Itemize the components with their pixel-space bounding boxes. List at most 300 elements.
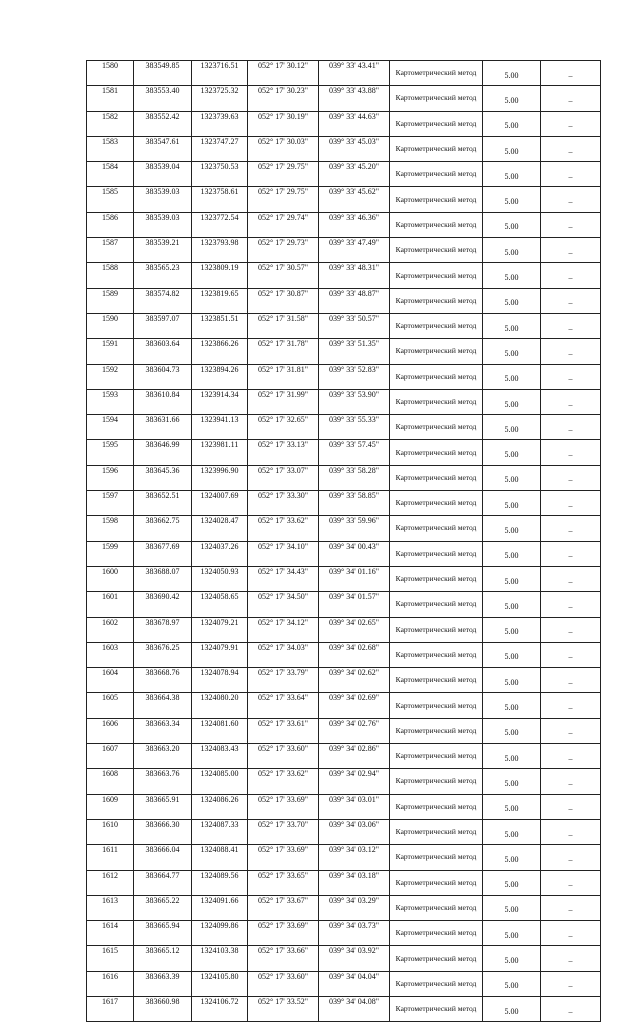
- point-number-cell: 1601: [87, 592, 134, 617]
- point-number-cell: 1583: [87, 136, 134, 161]
- longitude-cell: 039° 34' 03.92": [319, 946, 390, 971]
- y-coordinate-cell: 1324080.20: [192, 693, 248, 718]
- point-number-cell: 1607: [87, 744, 134, 769]
- accuracy-cell: 5.00: [483, 364, 541, 389]
- longitude-cell: 039° 33' 55.33": [319, 415, 390, 440]
- note-cell: –: [541, 491, 601, 516]
- accuracy-cell: 5.00: [483, 440, 541, 465]
- point-number-cell: 1580: [87, 61, 134, 86]
- method-cell: Картометрический метод: [390, 617, 483, 642]
- method-cell: Картометрический метод: [390, 440, 483, 465]
- point-number-cell: 1600: [87, 566, 134, 591]
- x-coordinate-cell: 383663.34: [134, 718, 192, 743]
- accuracy-cell: 5.00: [483, 415, 541, 440]
- longitude-cell: 039° 33' 48.87": [319, 288, 390, 313]
- method-cell: Картометрический метод: [390, 996, 483, 1021]
- point-number-cell: 1615: [87, 946, 134, 971]
- x-coordinate-cell: 383666.30: [134, 819, 192, 844]
- latitude-cell: 052° 17' 31.81": [248, 364, 319, 389]
- table-row: [87, 642, 601, 667]
- accuracy-cell: 5.00: [483, 516, 541, 541]
- table-row: [87, 592, 601, 617]
- x-coordinate-cell: 383665.12: [134, 946, 192, 971]
- table-row: [87, 819, 601, 844]
- y-coordinate-cell: 1324028.47: [192, 516, 248, 541]
- latitude-cell: 052° 17' 33.07": [248, 465, 319, 490]
- point-number-cell: 1609: [87, 794, 134, 819]
- table-row: [87, 617, 601, 642]
- note-cell: –: [541, 465, 601, 490]
- method-cell: Картометрический метод: [390, 921, 483, 946]
- note-cell: –: [541, 718, 601, 743]
- latitude-cell: 052° 17' 30.12": [248, 61, 319, 86]
- method-cell: Картометрический метод: [390, 668, 483, 693]
- x-coordinate-cell: 383603.64: [134, 339, 192, 364]
- y-coordinate-cell: 1323793.98: [192, 238, 248, 263]
- method-cell: Картометрический метод: [390, 541, 483, 566]
- point-number-cell: 1610: [87, 819, 134, 844]
- latitude-cell: 052° 17' 30.19": [248, 111, 319, 136]
- table-row: [87, 263, 601, 288]
- x-coordinate-cell: 383539.04: [134, 162, 192, 187]
- note-cell: –: [541, 668, 601, 693]
- note-cell: –: [541, 794, 601, 819]
- longitude-cell: 039° 33' 48.31": [319, 263, 390, 288]
- coordinates-table: [86, 60, 601, 1022]
- point-number-cell: 1614: [87, 921, 134, 946]
- x-coordinate-cell: 383665.91: [134, 794, 192, 819]
- x-coordinate-cell: 383665.22: [134, 895, 192, 920]
- table-row: [87, 769, 601, 794]
- note-cell: –: [541, 541, 601, 566]
- table-row: [87, 668, 601, 693]
- y-coordinate-cell: 1324079.21: [192, 617, 248, 642]
- latitude-cell: 052° 17' 31.58": [248, 313, 319, 338]
- note-cell: –: [541, 693, 601, 718]
- longitude-cell: 039° 33' 47.49": [319, 238, 390, 263]
- point-number-cell: 1593: [87, 389, 134, 414]
- note-cell: –: [541, 187, 601, 212]
- latitude-cell: 052° 17' 30.57": [248, 263, 319, 288]
- accuracy-cell: 5.00: [483, 187, 541, 212]
- latitude-cell: 052° 17' 30.87": [248, 288, 319, 313]
- table-row: [87, 415, 601, 440]
- method-cell: Картометрический метод: [390, 212, 483, 237]
- point-number-cell: 1588: [87, 263, 134, 288]
- method-cell: Картометрический метод: [390, 516, 483, 541]
- note-cell: –: [541, 288, 601, 313]
- y-coordinate-cell: 1324099.86: [192, 921, 248, 946]
- longitude-cell: 039° 33' 43.41": [319, 61, 390, 86]
- longitude-cell: 039° 34' 01.16": [319, 566, 390, 591]
- y-coordinate-cell: 1323739.63: [192, 111, 248, 136]
- method-cell: Картометрический метод: [390, 263, 483, 288]
- point-number-cell: 1613: [87, 895, 134, 920]
- table-row: [87, 516, 601, 541]
- longitude-cell: 039° 34' 03.29": [319, 895, 390, 920]
- note-cell: –: [541, 996, 601, 1021]
- table-row: [87, 996, 601, 1021]
- note-cell: –: [541, 895, 601, 920]
- y-coordinate-cell: 1323851.51: [192, 313, 248, 338]
- method-cell: Картометрический метод: [390, 288, 483, 313]
- y-coordinate-cell: 1324058.65: [192, 592, 248, 617]
- note-cell: –: [541, 313, 601, 338]
- longitude-cell: 039° 34' 04.04": [319, 971, 390, 996]
- table-row: [87, 364, 601, 389]
- note-cell: –: [541, 819, 601, 844]
- longitude-cell: 039° 33' 45.03": [319, 136, 390, 161]
- longitude-cell: 039° 33' 53.90": [319, 389, 390, 414]
- x-coordinate-cell: 383552.42: [134, 111, 192, 136]
- x-coordinate-cell: 383688.07: [134, 566, 192, 591]
- method-cell: Картометрический метод: [390, 870, 483, 895]
- point-number-cell: 1594: [87, 415, 134, 440]
- y-coordinate-cell: 1324078.94: [192, 668, 248, 693]
- accuracy-cell: 5.00: [483, 61, 541, 86]
- x-coordinate-cell: 383553.40: [134, 86, 192, 111]
- note-cell: –: [541, 642, 601, 667]
- method-cell: Картометрический метод: [390, 86, 483, 111]
- note-cell: –: [541, 111, 601, 136]
- note-cell: –: [541, 61, 601, 86]
- longitude-cell: 039° 33' 59.96": [319, 516, 390, 541]
- method-cell: Картометрический метод: [390, 491, 483, 516]
- y-coordinate-cell: 1324081.60: [192, 718, 248, 743]
- point-number-cell: 1604: [87, 668, 134, 693]
- point-number-cell: 1590: [87, 313, 134, 338]
- longitude-cell: 039° 33' 58.28": [319, 465, 390, 490]
- note-cell: –: [541, 566, 601, 591]
- method-cell: Картометрический метод: [390, 845, 483, 870]
- longitude-cell: 039° 34' 01.57": [319, 592, 390, 617]
- table-row: [87, 288, 601, 313]
- method-cell: Картометрический метод: [390, 566, 483, 591]
- latitude-cell: 052° 17' 32.65": [248, 415, 319, 440]
- x-coordinate-cell: 383678.97: [134, 617, 192, 642]
- point-number-cell: 1589: [87, 288, 134, 313]
- table-row: [87, 61, 601, 86]
- latitude-cell: 052° 17' 33.60": [248, 971, 319, 996]
- latitude-cell: 052° 17' 34.12": [248, 617, 319, 642]
- y-coordinate-cell: 1323996.90: [192, 465, 248, 490]
- accuracy-cell: 5.00: [483, 111, 541, 136]
- x-coordinate-cell: 383660.98: [134, 996, 192, 1021]
- x-coordinate-cell: 383539.21: [134, 238, 192, 263]
- x-coordinate-cell: 383597.07: [134, 313, 192, 338]
- longitude-cell: 039° 34' 02.62": [319, 668, 390, 693]
- accuracy-cell: 5.00: [483, 946, 541, 971]
- x-coordinate-cell: 383665.94: [134, 921, 192, 946]
- longitude-cell: 039° 34' 02.86": [319, 744, 390, 769]
- point-number-cell: 1581: [87, 86, 134, 111]
- note-cell: –: [541, 769, 601, 794]
- point-number-cell: 1611: [87, 845, 134, 870]
- longitude-cell: 039° 33' 52.83": [319, 364, 390, 389]
- point-number-cell: 1606: [87, 718, 134, 743]
- method-cell: Картометрический метод: [390, 718, 483, 743]
- x-coordinate-cell: 383690.42: [134, 592, 192, 617]
- x-coordinate-cell: 383610.84: [134, 389, 192, 414]
- latitude-cell: 052° 17' 33.62": [248, 516, 319, 541]
- point-number-cell: 1582: [87, 111, 134, 136]
- accuracy-cell: 5.00: [483, 996, 541, 1021]
- method-cell: Картометрический метод: [390, 895, 483, 920]
- note-cell: –: [541, 440, 601, 465]
- y-coordinate-cell: 1323819.65: [192, 288, 248, 313]
- point-number-cell: 1616: [87, 971, 134, 996]
- longitude-cell: 039° 33' 58.85": [319, 491, 390, 516]
- longitude-cell: 039° 34' 02.76": [319, 718, 390, 743]
- y-coordinate-cell: 1323725.32: [192, 86, 248, 111]
- x-coordinate-cell: 383549.85: [134, 61, 192, 86]
- point-number-cell: 1597: [87, 491, 134, 516]
- point-number-cell: 1596: [87, 465, 134, 490]
- y-coordinate-cell: 1324083.43: [192, 744, 248, 769]
- accuracy-cell: 5.00: [483, 668, 541, 693]
- longitude-cell: 039° 34' 03.06": [319, 819, 390, 844]
- y-coordinate-cell: 1323914.34: [192, 389, 248, 414]
- table-row: [87, 895, 601, 920]
- latitude-cell: 052° 17' 29.74": [248, 212, 319, 237]
- y-coordinate-cell: 1324105.80: [192, 971, 248, 996]
- method-cell: Картометрический метод: [390, 61, 483, 86]
- point-number-cell: 1587: [87, 238, 134, 263]
- y-coordinate-cell: 1323809.19: [192, 263, 248, 288]
- y-coordinate-cell: 1324079.91: [192, 642, 248, 667]
- longitude-cell: 039° 33' 51.35": [319, 339, 390, 364]
- table-row: [87, 946, 601, 971]
- table-row: [87, 313, 601, 338]
- point-number-cell: 1602: [87, 617, 134, 642]
- note-cell: –: [541, 136, 601, 161]
- accuracy-cell: 5.00: [483, 769, 541, 794]
- note-cell: –: [541, 870, 601, 895]
- method-cell: Картометрический метод: [390, 389, 483, 414]
- table-row: [87, 162, 601, 187]
- point-number-cell: 1586: [87, 212, 134, 237]
- table-row: [87, 339, 601, 364]
- x-coordinate-cell: 383547.61: [134, 136, 192, 161]
- x-coordinate-cell: 383664.77: [134, 870, 192, 895]
- accuracy-cell: 5.00: [483, 566, 541, 591]
- x-coordinate-cell: 383539.03: [134, 212, 192, 237]
- accuracy-cell: 5.00: [483, 744, 541, 769]
- method-cell: Картометрический метод: [390, 592, 483, 617]
- y-coordinate-cell: 1324086.26: [192, 794, 248, 819]
- accuracy-cell: 5.00: [483, 541, 541, 566]
- longitude-cell: 039° 33' 50.57": [319, 313, 390, 338]
- accuracy-cell: 5.00: [483, 693, 541, 718]
- y-coordinate-cell: 1324091.66: [192, 895, 248, 920]
- longitude-cell: 039° 33' 45.62": [319, 187, 390, 212]
- accuracy-cell: 5.00: [483, 86, 541, 111]
- x-coordinate-cell: 383652.51: [134, 491, 192, 516]
- accuracy-cell: 5.00: [483, 617, 541, 642]
- method-cell: Картометрический метод: [390, 238, 483, 263]
- accuracy-cell: 5.00: [483, 794, 541, 819]
- table-row: [87, 187, 601, 212]
- latitude-cell: 052° 17' 33.52": [248, 996, 319, 1021]
- latitude-cell: 052° 17' 33.79": [248, 668, 319, 693]
- method-cell: Картометрический метод: [390, 794, 483, 819]
- note-cell: –: [541, 845, 601, 870]
- table-row: [87, 718, 601, 743]
- accuracy-cell: 5.00: [483, 642, 541, 667]
- longitude-cell: 039° 34' 02.69": [319, 693, 390, 718]
- accuracy-cell: 5.00: [483, 845, 541, 870]
- accuracy-cell: 5.00: [483, 971, 541, 996]
- longitude-cell: 039° 33' 45.20": [319, 162, 390, 187]
- table-row: [87, 86, 601, 111]
- method-cell: Картометрический метод: [390, 769, 483, 794]
- note-cell: –: [541, 516, 601, 541]
- table-row: [87, 440, 601, 465]
- table-row: [87, 238, 601, 263]
- longitude-cell: 039° 34' 00.43": [319, 541, 390, 566]
- latitude-cell: 052° 17' 29.75": [248, 162, 319, 187]
- accuracy-cell: 5.00: [483, 162, 541, 187]
- table-row: [87, 693, 601, 718]
- table-row: [87, 111, 601, 136]
- table-row: [87, 541, 601, 566]
- latitude-cell: 052° 17' 33.61": [248, 718, 319, 743]
- y-coordinate-cell: 1323866.26: [192, 339, 248, 364]
- x-coordinate-cell: 383677.69: [134, 541, 192, 566]
- latitude-cell: 052° 17' 29.75": [248, 187, 319, 212]
- point-number-cell: 1599: [87, 541, 134, 566]
- point-number-cell: 1585: [87, 187, 134, 212]
- latitude-cell: 052° 17' 30.23": [248, 86, 319, 111]
- accuracy-cell: 5.00: [483, 313, 541, 338]
- method-cell: Картометрический метод: [390, 187, 483, 212]
- point-number-cell: 1608: [87, 769, 134, 794]
- table-row: [87, 212, 601, 237]
- note-cell: –: [541, 415, 601, 440]
- x-coordinate-cell: 383539.03: [134, 187, 192, 212]
- method-cell: Картометрический метод: [390, 162, 483, 187]
- latitude-cell: 052° 17' 33.64": [248, 693, 319, 718]
- accuracy-cell: 5.00: [483, 263, 541, 288]
- note-cell: –: [541, 592, 601, 617]
- latitude-cell: 052° 17' 33.30": [248, 491, 319, 516]
- x-coordinate-cell: 383646.99: [134, 440, 192, 465]
- table-row: [87, 794, 601, 819]
- latitude-cell: 052° 17' 34.03": [248, 642, 319, 667]
- accuracy-cell: 5.00: [483, 491, 541, 516]
- x-coordinate-cell: 383631.66: [134, 415, 192, 440]
- method-cell: Картометрический метод: [390, 465, 483, 490]
- longitude-cell: 039° 34' 03.01": [319, 794, 390, 819]
- accuracy-cell: 5.00: [483, 819, 541, 844]
- point-number-cell: 1603: [87, 642, 134, 667]
- x-coordinate-cell: 383663.39: [134, 971, 192, 996]
- latitude-cell: 052° 17' 34.50": [248, 592, 319, 617]
- x-coordinate-cell: 383565.23: [134, 263, 192, 288]
- note-cell: –: [541, 162, 601, 187]
- longitude-cell: 039° 33' 43.88": [319, 86, 390, 111]
- x-coordinate-cell: 383663.20: [134, 744, 192, 769]
- method-cell: Картометрический метод: [390, 744, 483, 769]
- table-row: [87, 566, 601, 591]
- longitude-cell: 039° 34' 02.94": [319, 769, 390, 794]
- note-cell: –: [541, 921, 601, 946]
- y-coordinate-cell: 1324088.41: [192, 845, 248, 870]
- accuracy-cell: 5.00: [483, 921, 541, 946]
- x-coordinate-cell: 383676.25: [134, 642, 192, 667]
- longitude-cell: 039° 34' 03.12": [319, 845, 390, 870]
- x-coordinate-cell: 383668.76: [134, 668, 192, 693]
- accuracy-cell: 5.00: [483, 212, 541, 237]
- table-row: [87, 971, 601, 996]
- latitude-cell: 052° 17' 33.60": [248, 744, 319, 769]
- note-cell: –: [541, 744, 601, 769]
- x-coordinate-cell: 383663.76: [134, 769, 192, 794]
- longitude-cell: 039° 34' 03.73": [319, 921, 390, 946]
- y-coordinate-cell: 1324087.33: [192, 819, 248, 844]
- method-cell: Картометрический метод: [390, 693, 483, 718]
- note-cell: –: [541, 212, 601, 237]
- y-coordinate-cell: 1324089.56: [192, 870, 248, 895]
- method-cell: Картометрический метод: [390, 946, 483, 971]
- latitude-cell: 052° 17' 33.69": [248, 921, 319, 946]
- y-coordinate-cell: 1324007.69: [192, 491, 248, 516]
- method-cell: Картометрический метод: [390, 313, 483, 338]
- x-coordinate-cell: 383574.82: [134, 288, 192, 313]
- method-cell: Картометрический метод: [390, 136, 483, 161]
- method-cell: Картометрический метод: [390, 819, 483, 844]
- latitude-cell: 052° 17' 33.62": [248, 769, 319, 794]
- point-number-cell: 1592: [87, 364, 134, 389]
- x-coordinate-cell: 383645.36: [134, 465, 192, 490]
- y-coordinate-cell: 1323981.11: [192, 440, 248, 465]
- point-number-cell: 1605: [87, 693, 134, 718]
- longitude-cell: 039° 33' 46.36": [319, 212, 390, 237]
- table-body: [87, 61, 601, 1022]
- y-coordinate-cell: 1323894.26: [192, 364, 248, 389]
- longitude-cell: 039° 34' 04.08": [319, 996, 390, 1021]
- latitude-cell: 052° 17' 34.43": [248, 566, 319, 591]
- note-cell: –: [541, 263, 601, 288]
- method-cell: Картометрический метод: [390, 111, 483, 136]
- latitude-cell: 052° 17' 31.99": [248, 389, 319, 414]
- table-row: [87, 845, 601, 870]
- accuracy-cell: 5.00: [483, 339, 541, 364]
- y-coordinate-cell: 1324106.72: [192, 996, 248, 1021]
- y-coordinate-cell: 1323941.13: [192, 415, 248, 440]
- note-cell: –: [541, 86, 601, 111]
- table-row: [87, 921, 601, 946]
- x-coordinate-cell: 383664.38: [134, 693, 192, 718]
- table-row: [87, 136, 601, 161]
- point-number-cell: 1598: [87, 516, 134, 541]
- y-coordinate-cell: 1324103.38: [192, 946, 248, 971]
- note-cell: –: [541, 238, 601, 263]
- method-cell: Картометрический метод: [390, 642, 483, 667]
- table-row: [87, 465, 601, 490]
- longitude-cell: 039° 33' 44.63": [319, 111, 390, 136]
- y-coordinate-cell: 1323747.27: [192, 136, 248, 161]
- longitude-cell: 039° 34' 02.68": [319, 642, 390, 667]
- latitude-cell: 052° 17' 29.73": [248, 238, 319, 263]
- latitude-cell: 052° 17' 31.78": [248, 339, 319, 364]
- x-coordinate-cell: 383666.04: [134, 845, 192, 870]
- point-number-cell: 1612: [87, 870, 134, 895]
- method-cell: Картометрический метод: [390, 971, 483, 996]
- longitude-cell: 039° 34' 03.18": [319, 870, 390, 895]
- x-coordinate-cell: 383604.73: [134, 364, 192, 389]
- point-number-cell: 1591: [87, 339, 134, 364]
